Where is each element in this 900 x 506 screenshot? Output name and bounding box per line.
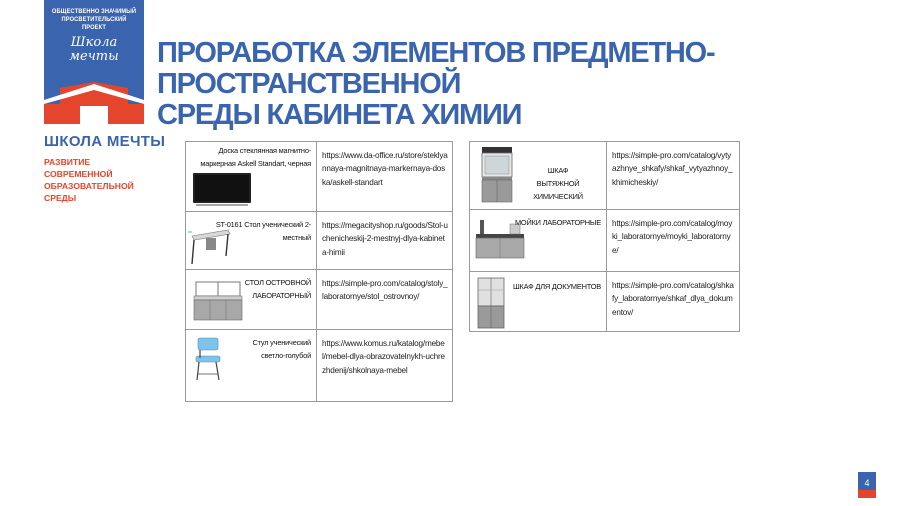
page-number-badge [858,472,876,498]
item-name: ШКАФ ВЫТЯЖНОЙ ХИМИЧЕСКИЙ [533,166,583,201]
item-name: ШКАФ ДЛЯ ДОКУМЕНТОВ [512,282,601,291]
right-furniture-table [469,141,740,332]
table-row [470,142,740,210]
item-url[interactable]: https://simple-pro.com/catalog/shkafy_laboratornye/shkaf_dlya_dokumentov/ [612,281,734,317]
url-cell [317,212,453,270]
chair-icon [194,336,224,382]
logo-name: ШКОЛА МЕЧТЫ [44,133,166,150]
table-row [186,142,453,212]
table-row [186,270,453,330]
project-logo [44,0,144,124]
item-cell [470,210,607,272]
url-cell [317,270,453,330]
table-row [470,272,740,332]
logo-subtitle: РАЗВИТИЕ СОВРЕМЕННОЙ ОБРАЗОВАТЕЛЬНОЙ СРЕДЫ [44,157,134,203]
page-number: 4 [864,478,870,488]
url-cell [317,142,453,212]
item-url[interactable]: https://simple-pro.com/catalog/stoly_laboratornye/stol_ostrovnoy/ [322,279,448,302]
item-url[interactable]: https://www.komus.ru/katalog/mebel/mebel-dlya-obrazovatelnykh-uchrezhdenij/shkolnaya-mebel [322,339,445,375]
logo-script-text: Школа мечты [69,35,119,64]
item-cell [470,142,607,210]
item-name: СТОЛ ОСТРОВНОЙ ЛАБОРАТОРНЫЙ [244,278,311,300]
item-name: Доска стеклянная магнитно-маркерная Askell Standart, черная [200,146,311,168]
table-row [470,210,740,272]
item-name: Стул ученический светло-голубой [252,338,311,360]
table-row [186,330,453,402]
title-line-1: ПРОРАБОТКА ЭЛЕМЕНТОВ ПРЕДМЕТНО- ПРОСТРАНСТВЕННОЙ [157,37,715,100]
page-number-accent [858,490,876,498]
table-row [186,212,453,270]
item-url[interactable]: https://megacityshop.ru/goods/Stol-uchenicheskij-2-mestnyj-dlya-kabineta-himii [322,221,448,257]
url-cell [607,142,740,210]
item-url[interactable]: https://simple-pro.com/catalog/moyki_laboratornye/moyki_laboratornye/ [612,219,733,255]
url-cell [607,210,740,272]
title-line-2: СРЕДЫ КАБИНЕТА ХИМИИ [157,99,522,131]
item-url[interactable]: https://www.da-office.ru/store/steklyannaya-magnitnaya-markernaya-doska/askell-standart [322,151,448,187]
item-cell [186,142,317,212]
url-cell [317,330,453,402]
left-furniture-table [185,141,453,402]
fume-hood-icon [480,146,514,204]
url-cell [607,272,740,332]
item-cell [186,330,317,402]
page-title [157,38,857,131]
logo-top-text: ОБЩЕСТВЕННО ЗНАЧИМЫЙ ПРОСВЕТИТЕЛЬСКИЙ ПРОЕКТ [51,8,137,31]
item-name: ST-0161 Стол ученический 2-местный [215,220,311,242]
item-cell [186,212,317,270]
item-name: МОЙКИ ЛАБОРАТОРНЫЕ [514,218,601,227]
house-icon [44,82,144,124]
item-url[interactable]: https://simple-pro.com/catalog/vytyazhnye_shkafy/shkaf_vytyazhnoy_khimicheskiy/ [612,151,733,187]
item-cell [470,272,607,332]
item-cell [186,270,317,330]
whiteboard-icon [192,172,252,208]
